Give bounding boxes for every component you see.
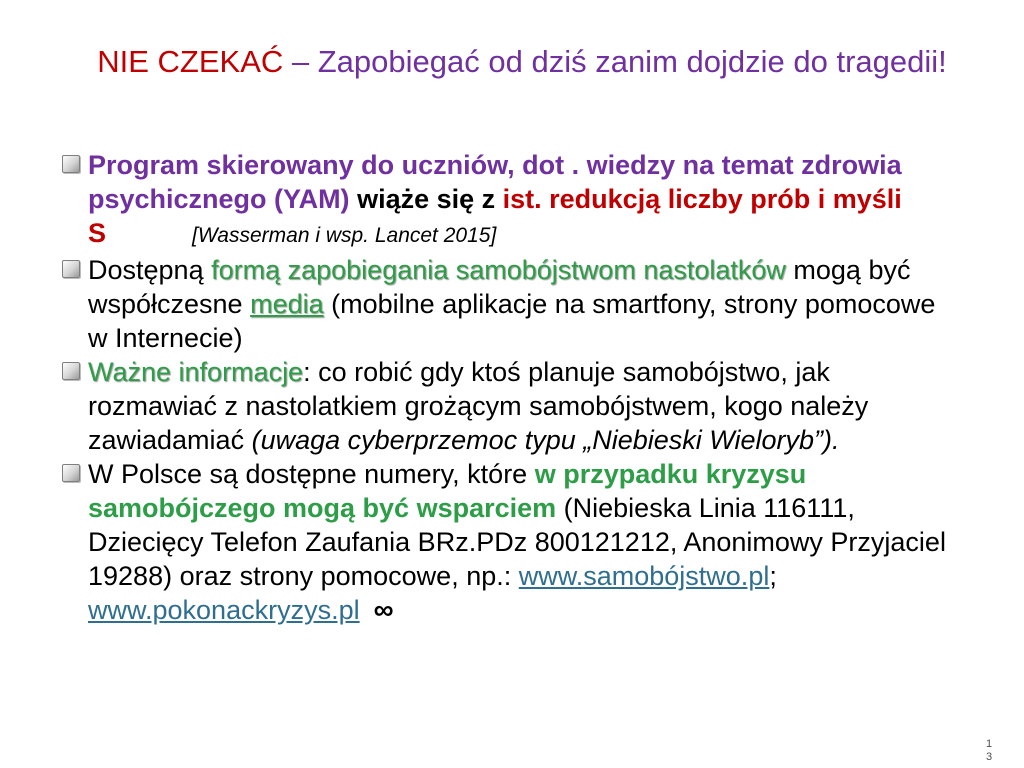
bullet-item-3	[62, 355, 962, 457]
bullet-4-intro: W Polsce są dostępne numery, które	[88, 459, 535, 489]
page-number-digit-2: 3	[985, 751, 993, 763]
bullet-3-note: (uwaga cyberprzemoc typu „Niebieski Wieloryb”).	[251, 425, 840, 455]
bullet-4-crisis: w przypadku kryzysu samobójczego mogą być wsparciem	[88, 459, 807, 523]
link-separator: ;	[769, 561, 777, 591]
title-part-red: NIE CZEKAĆ	[97, 44, 284, 79]
bullet-item-4	[62, 457, 962, 627]
page-number	[984, 738, 994, 764]
checkbox-bullet-icon	[62, 260, 80, 278]
bullet-2-intro: Dostępną	[88, 255, 212, 285]
checkbox-bullet-icon	[62, 362, 80, 380]
checkbox-bullet-icon	[62, 464, 80, 482]
bullet-1-link-text: wiąże się z	[349, 184, 503, 214]
bullet-3-text: : co robić gdy ktoś planuje samobójstwo, jak rozmawiać z nastolatkiem grożącym samobójstwem, kogo należy zawiadamiać	[88, 357, 869, 455]
bullet-2-media: media	[250, 289, 324, 319]
bullet-item-2	[62, 253, 962, 355]
bullet-3-important: Ważne informacje	[88, 357, 304, 387]
link-pokonackryzys[interactable]: www.pokonackryzys.pl	[88, 595, 360, 625]
bullet-2-middle: mogą być współczesne	[88, 255, 911, 319]
link-samobojstwo[interactable]: www.samobójstwo.pl	[518, 561, 770, 591]
bullet-2-rest: (mobilne aplikacje na smartfony, strony pomocowe w Internecie)	[88, 289, 936, 353]
checkbox-bullet-icon	[62, 155, 80, 173]
slide-title	[40, 42, 1004, 82]
bullet-1-citation: [Wasserman i wsp. Lancet 2015]	[192, 224, 497, 247]
bullet-1-reduction: ist. redukcją liczby prób i myśli S	[88, 184, 902, 248]
bullet-1-program: Program skierowany do uczniów, dot . wiedzy na temat zdrowia psychicznego (YAM)	[88, 150, 902, 214]
infinity-symbol: ∞	[373, 594, 394, 625]
bullet-item-1	[62, 148, 962, 253]
bullet-4-numbers: (Niebieska Linia 116111, Dziecięcy Telefon Zaufania BRz.PDz 800121212, Anonimowy Przyjaciel 19288) oraz strony pomocowe, np.:	[88, 493, 946, 591]
bullet-list	[62, 148, 962, 627]
page-number-digit-1: 1	[985, 738, 993, 750]
title-part-purple: – Zapobiegać od dziś zanim dojdzie do tragedii!	[283, 44, 947, 79]
bullet-2-prevention: formą zapobiegania samobójstwom nastolatków	[211, 255, 786, 285]
